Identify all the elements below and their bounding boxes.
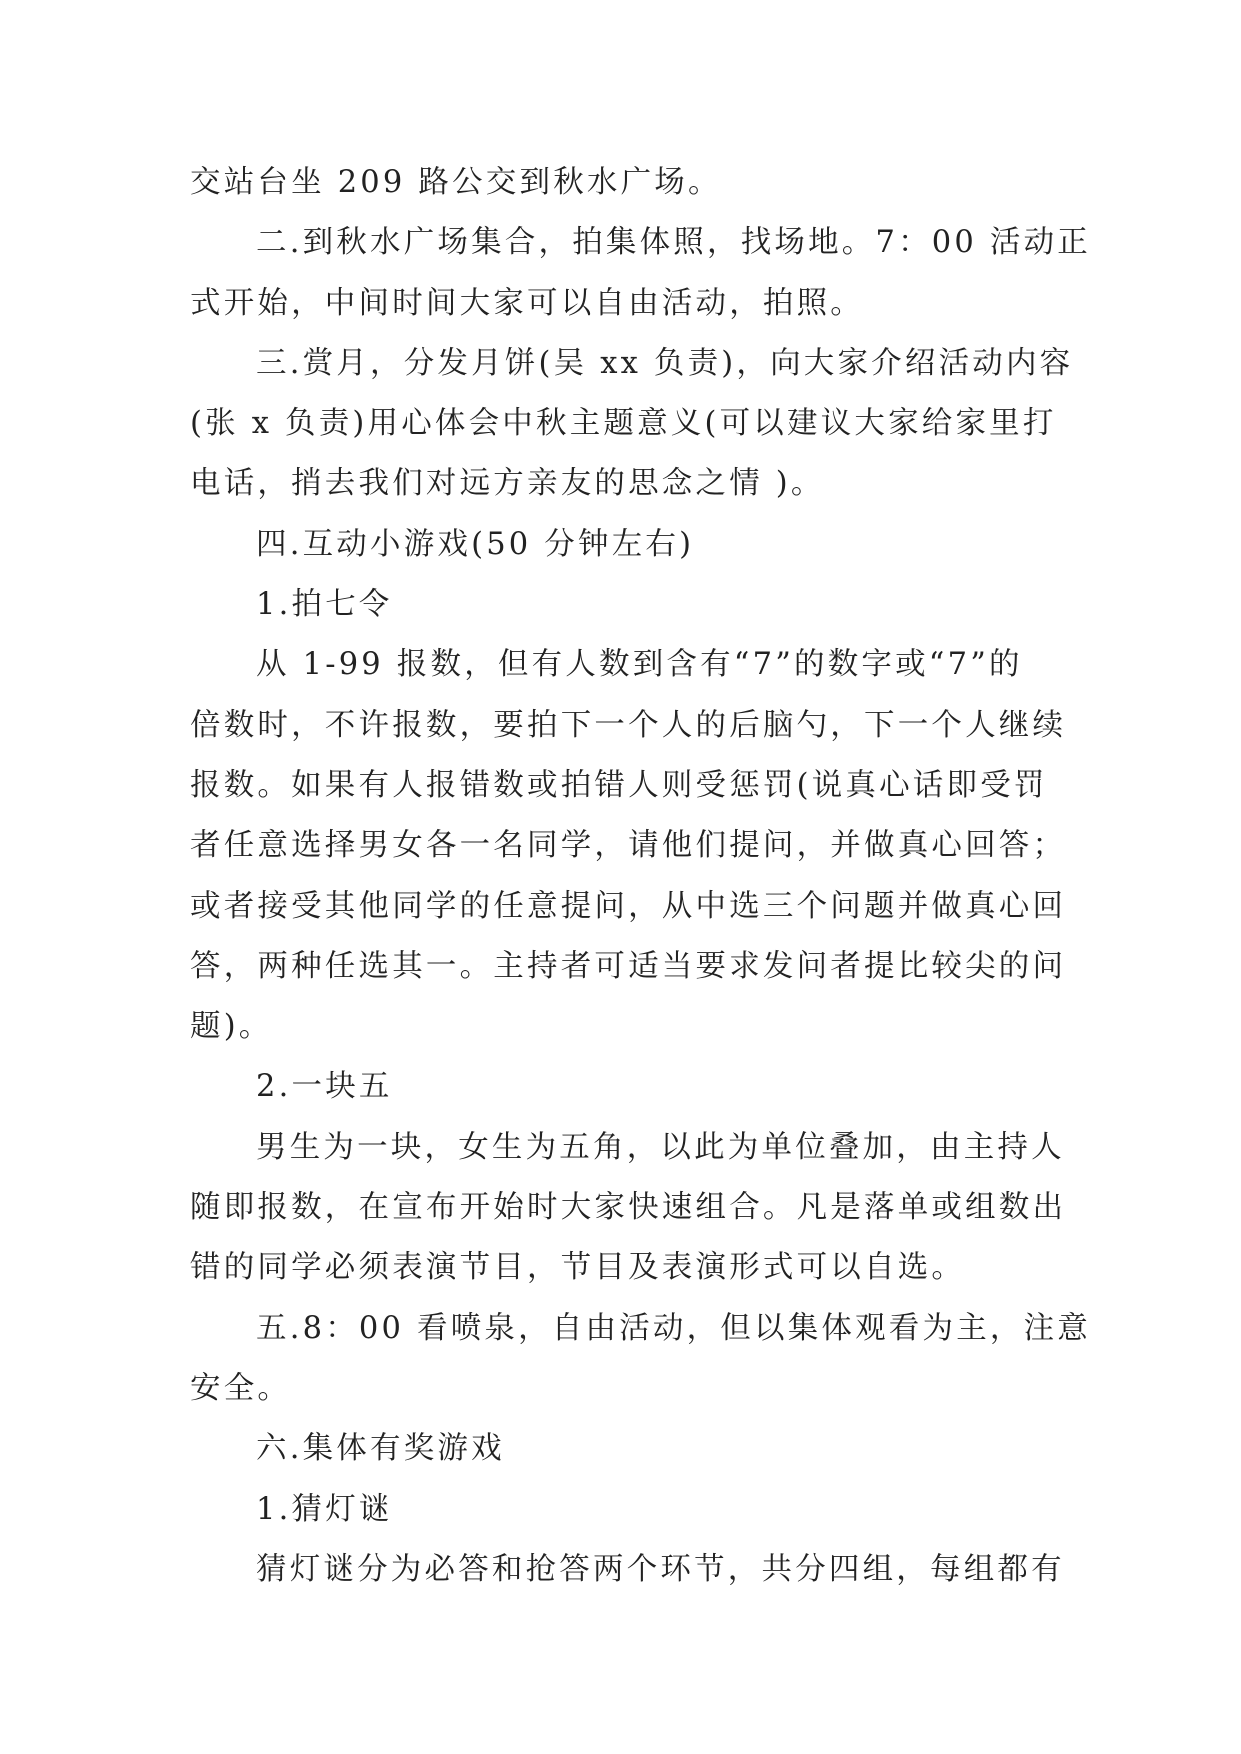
text-line: 式开始，中间时间大家可以自由活动，拍照。 bbox=[190, 285, 864, 321]
text-line: 或者接受其他同学的任意提问，从中选三个问题并做真心回 bbox=[190, 888, 1067, 924]
section-heading: 四.互动小游戏(50 分钟左右) bbox=[256, 526, 695, 562]
text-line: 答，两种任选其一。主持者可适当要求发问者提比较尖的问 bbox=[190, 948, 1067, 984]
text-line: 猜灯谜分为必答和抢答两个环节，共分四组，每组都有 bbox=[256, 1551, 1065, 1587]
document-body bbox=[190, 153, 1092, 1600]
subsection-heading: 1.拍七令 bbox=[256, 587, 393, 623]
text-line: 题)。 bbox=[190, 1009, 273, 1045]
subsection-heading: 1.猜灯谜 bbox=[256, 1491, 393, 1527]
text-line: 电话，捎去我们对远方亲友的思念之情 )。 bbox=[190, 466, 825, 502]
text-line: 随即报数，在宣布开始时大家快速组合。凡是落单或组数出 bbox=[190, 1190, 1067, 1226]
text-line: 错的同学必须表演节目，节目及表演形式可以自选。 bbox=[190, 1250, 966, 1286]
text-line: 三.赏月，分发月饼(吴 xx 负责)，向大家介绍活动内容 bbox=[256, 345, 1074, 381]
section-heading: 六.集体有奖游戏 bbox=[256, 1431, 505, 1467]
text-line: (张 x 负责)用心体会中秋主题意义(可以建议大家给家里打 bbox=[190, 406, 1057, 442]
text-line: 倍数时，不许报数，要拍下一个人的后脑勺，下一个人继续 bbox=[190, 707, 1067, 743]
text-line: 报数。如果有人报错数或拍错人则受惩罚(说真心话即受罚 bbox=[190, 767, 1048, 803]
section-heading: 五.8：00 看喷泉，自由活动，但以集体观看为主，注意 bbox=[256, 1310, 1092, 1346]
text-line: 者任意选择男女各一名同学，请他们提问，并做真心回答； bbox=[190, 828, 1067, 864]
subsection-heading: 2.一块五 bbox=[256, 1069, 393, 1105]
text-line: 安全。 bbox=[190, 1370, 292, 1406]
text-line: 男生为一块，女生为五角，以此为单位叠加，由主持人 bbox=[256, 1129, 1065, 1165]
text-line: 二.到秋水广场集合，拍集体照，找场地。7：00 活动正 bbox=[256, 225, 1092, 261]
text-line: 交站台坐 209 路公交到秋水广场。 bbox=[190, 165, 722, 200]
text-line: 从 1-99 报数，但有人数到含有“7”的数字或“7”的 bbox=[256, 647, 1023, 683]
